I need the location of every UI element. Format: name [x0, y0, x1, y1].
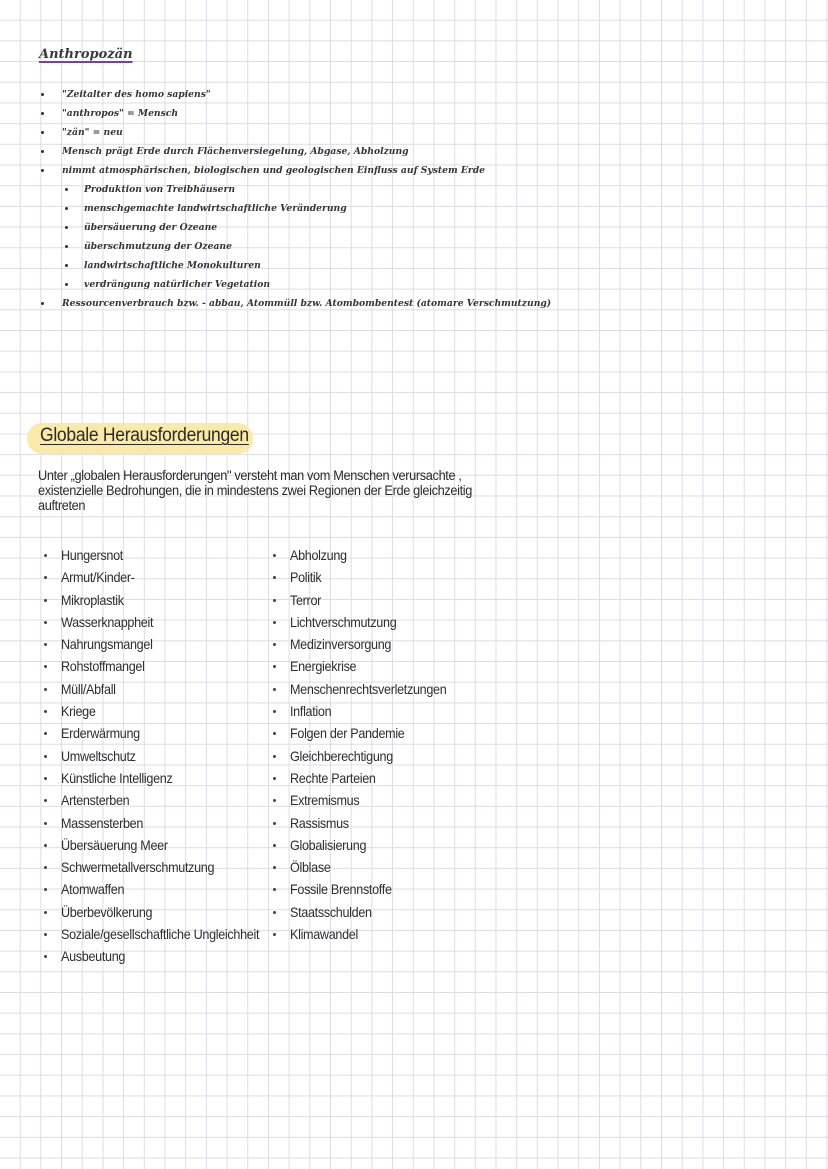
- list-item: Abholzung: [269, 544, 509, 566]
- list-item: Künstliche Intelligenz: [40, 767, 280, 789]
- section-heading-globale-herausforderungen: Globale Herausforderungen: [40, 425, 249, 446]
- list-item: Rohstoffmangel: [40, 655, 280, 677]
- list-item: Hungersnot: [40, 544, 280, 566]
- list-item: Armut/Kinder-: [40, 566, 280, 588]
- list-item: Ölblase: [269, 856, 509, 878]
- list-item: Wasserknappheit: [40, 611, 280, 633]
- list-item: Ressourcenverbrauch bzw. - abbau, Atommüll bzw. Atombombentest (atomare Verschmutzung): [39, 294, 799, 313]
- section-heading-anthropozaen: Anthropozän: [39, 47, 133, 62]
- sub-list-item: menschgemachte landwirtschaftliche Veränderung: [39, 199, 799, 218]
- sub-list-item: überschmutzung der Ozeane: [39, 237, 799, 256]
- list-item: Müll/Abfall: [40, 678, 280, 700]
- list-item: Lichtverschmutzung: [269, 611, 509, 633]
- list-item: Artensterben: [40, 789, 280, 811]
- anthropozaen-list: [39, 85, 799, 313]
- list-item: Gleichberechtigung: [269, 745, 509, 767]
- list-item: Mikroplastik: [40, 589, 280, 611]
- list-item: Menschenrechtsverletzungen: [269, 678, 509, 700]
- list-item: Energiekrise: [269, 655, 509, 677]
- list-item: Extremismus: [269, 789, 509, 811]
- list-item: Massensterben: [40, 812, 280, 834]
- list-item: Folgen der Pandemie: [269, 722, 509, 744]
- list-item: Überbevölkerung: [40, 901, 280, 923]
- list-item: Atomwaffen: [40, 878, 280, 900]
- list-item: "zän" = neu: [39, 123, 799, 142]
- list-item: Erderwärmung: [40, 722, 280, 744]
- list-item: Globalisierung: [269, 834, 509, 856]
- sub-list-item: Produktion von Treibhäusern: [39, 180, 799, 199]
- challenges-right-column: [269, 544, 509, 945]
- list-item: Schwermetallverschmutzung: [40, 856, 280, 878]
- sub-list-container: [39, 180, 799, 294]
- list-item: Nahrungsmangel: [40, 633, 280, 655]
- list-item: Ausbeutung: [40, 945, 280, 967]
- list-item: Klimawandel: [269, 923, 509, 945]
- list-item: nimmt atmosphärischen, biologischen und geologischen Einfluss auf System Erde: [39, 161, 799, 180]
- sub-list-item: landwirtschaftliche Monokulturen: [39, 256, 799, 275]
- list-item: Rassismus: [269, 812, 509, 834]
- list-item: Übersäuerung Meer: [40, 834, 280, 856]
- list-item: Umweltschutz: [40, 745, 280, 767]
- list-item: Kriege: [40, 700, 280, 722]
- challenges-left-column: [40, 544, 280, 968]
- list-item: Politik: [269, 566, 509, 588]
- list-item: Fossile Brennstoffe: [269, 878, 509, 900]
- definition-text: Unter „globalen Herausforderungen" versteht man vom Menschen verursachte , existenzielle Bedrohungen, die in mindestens zwei Regionen der Erde gleichzeitig auftreten: [38, 468, 472, 514]
- sub-list: [39, 180, 799, 294]
- list-item: Rechte Parteien: [269, 767, 509, 789]
- list-item: Terror: [269, 589, 509, 611]
- list-item: Medizinversorgung: [269, 633, 509, 655]
- list-item: Soziale/gesellschaftliche Ungleichheit: [40, 923, 280, 945]
- list-item: Mensch prägt Erde durch Flächenversiegelung, Abgase, Abholzung: [39, 142, 799, 161]
- list-item: "anthropos" = Mensch: [39, 104, 799, 123]
- sub-list-item: übersäuerung der Ozeane: [39, 218, 799, 237]
- list-item: Inflation: [269, 700, 509, 722]
- list-item: "Zeitalter des homo sapiens": [39, 85, 799, 104]
- list-item: Staatsschulden: [269, 901, 509, 923]
- sub-list-item: verdrängung natürlicher Vegetation: [39, 275, 799, 294]
